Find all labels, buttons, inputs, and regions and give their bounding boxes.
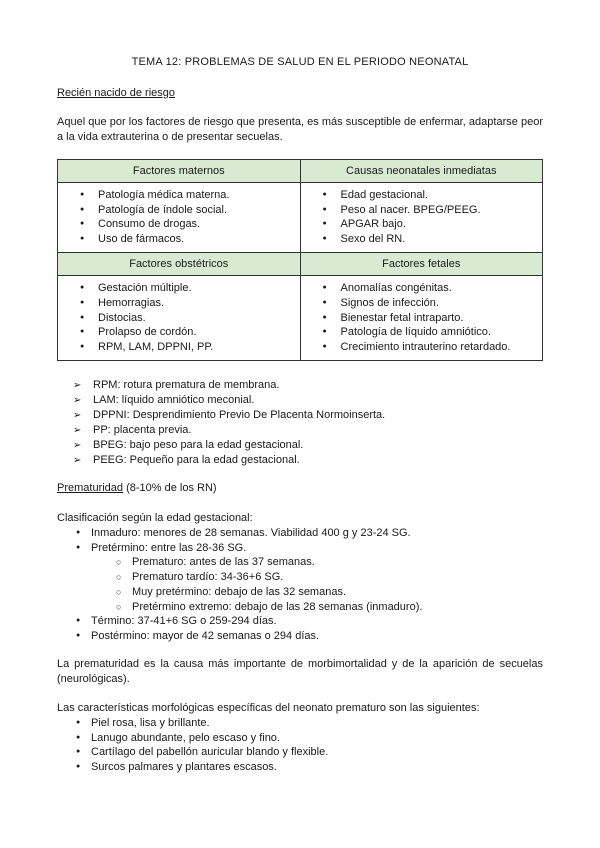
list-item: ● Postérmino: mayor de 42 semanas o 294 días. [73, 629, 543, 644]
header-factores-fetales: Factores fetales [300, 253, 543, 276]
list-item: ● Edad gestacional. [341, 188, 537, 203]
section-heading-prematuridad: Prematuridad [57, 482, 124, 494]
cell-causas-neonatales [300, 183, 543, 253]
list-item: ● APGAR bajo. [341, 217, 537, 232]
list-item: ● Surcos palmares y plantares escasos. [73, 760, 543, 775]
cell-factores-obstetricos [58, 276, 301, 361]
list-item: ● Prolapso de cordón. [98, 325, 294, 340]
cell-factores-maternos [58, 183, 301, 253]
list-item: ○ Muy pretérmino: debajo de las 32 semanas. [114, 585, 543, 600]
list-item: ○ Prematuro tardío: 34-36+6 SG. [114, 570, 543, 585]
classification-intro: Clasificación según la edad gestacional: [57, 512, 253, 524]
header-factores-maternos: Factores maternos [58, 160, 301, 183]
caracteristicas-intro: Las características morfológicas específicas del neonato prematuro son las siguientes: [57, 702, 480, 714]
list-item: ● Uso de fármacos. [98, 232, 294, 247]
list-neonatales [307, 188, 537, 246]
list-item: ● Signos de infección. [341, 296, 537, 311]
list-item: ● Término: 37-41+6 SG o 259-294 días. [73, 614, 543, 629]
prematuridad-paragraph: La prematuridad es la causa más importante de morbimortalidad y de la aparición de secuelas (neurológicas). [57, 658, 543, 685]
header-factores-obstetricos: Factores obstétricos [58, 253, 301, 276]
list-item: ○ Pretérmino extremo: debajo de las 28 semanas (inmaduro). [114, 600, 543, 615]
abbreviations-list [73, 378, 385, 468]
pretermino-sublist [91, 555, 543, 614]
list-item: ➢ LAM: líquido amniótico meconial. [73, 393, 385, 408]
list-item: ● Consumo de drogas. [98, 217, 294, 232]
document-title: TEMA 12: PROBLEMAS DE SALUD EN EL PERIODO NEONATAL [131, 56, 469, 68]
list-obstetricos [64, 281, 294, 354]
list-item: ➢ DPPNI: Desprendimiento Previo De Placenta Normoinserta. [73, 408, 385, 423]
cell-factores-fetales [300, 276, 543, 361]
list-item: ● Patología de índole social. [98, 203, 294, 218]
risk-factors-table [57, 159, 543, 361]
prematuridad-note: (8-10% de los RN) [123, 482, 217, 494]
classification-list-block [73, 526, 543, 644]
list-item: ● Distocias. [98, 311, 294, 326]
list-item: ➢ BPEG: bajo peso para la edad gestacional. [73, 438, 385, 453]
list-item: ➢ RPM: rotura prematura de membrana. [73, 378, 385, 393]
header-causas-neonatales: Causas neonatales inmediatas [300, 160, 543, 183]
list-item: ● Anomalías congénitas. [341, 281, 537, 296]
section-heading-recien-nacido: Recién nacido de riesgo [57, 87, 176, 99]
list-item: ● Inmaduro: menores de 28 semanas. Viabilidad 400 g y 23-24 SG. [73, 526, 543, 541]
list-item: ● Lanugo abundante, pelo escaso y fino. [73, 731, 543, 746]
list-item: ● Patología de líquido amniótico. [341, 325, 537, 340]
list-maternos [64, 188, 294, 246]
pretermino-label: Pretérmino: entre las 28-36 SG. [91, 541, 247, 554]
list-item: ● RPM, LAM, DPPNI, PP. [98, 340, 294, 355]
list-item [73, 541, 543, 615]
caracteristicas-list [73, 716, 543, 775]
classification-list [73, 526, 543, 644]
list-item: ● Hemorragias. [98, 296, 294, 311]
list-item: ● Cartílago del pabellón auricular blando y flexible. [73, 745, 543, 760]
list-fetales [307, 281, 537, 354]
list-item: ● Piel rosa, lisa y brillante. [73, 716, 543, 731]
caracteristicas-block [73, 716, 543, 775]
list-item: ● Gestación múltiple. [98, 281, 294, 296]
list-item: ➢ PP: placenta previa. [73, 423, 385, 438]
intro-paragraph: Aquel que por los factores de riesgo que presenta, es más susceptible de enfermar, adaptarse peor a la vida extrauterina o de presentar secuelas. [57, 116, 543, 143]
list-item: ● Crecimiento intrauterino retardado. [341, 340, 537, 355]
list-item: ● Sexo del RN. [341, 232, 537, 247]
list-item: ○ Prematuro: antes de las 37 semanas. [114, 555, 543, 570]
section-heading-prematuridad-row [57, 482, 217, 494]
list-item: ● Peso al nacer. BPEG/PEEG. [341, 203, 537, 218]
list-item: ● Patología médica materna. [98, 188, 294, 203]
list-item: ● Bienestar fetal intraparto. [341, 311, 537, 326]
list-item: ➢ PEEG: Pequeño para la edad gestacional. [73, 453, 385, 468]
